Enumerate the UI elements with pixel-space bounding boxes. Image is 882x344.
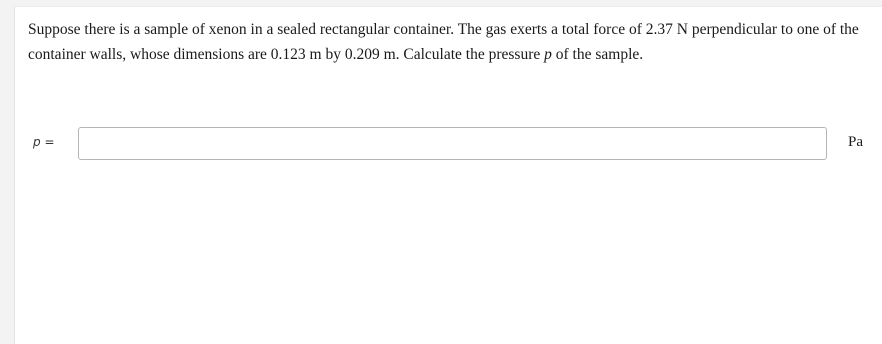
answer-label-equals: = — [40, 135, 55, 149]
question-text-after: of the sample. — [551, 46, 644, 63]
question-text — [28, 17, 868, 67]
question-text-before: Suppose there is a sample of xenon in a sealed rectangular container. The gas exerts a total force of 2.37 N perpendicular to one of the container walls, whose dimensions are 0.123 m by 0.209 m. Calculate the pressure — [28, 21, 859, 63]
question-card — [14, 6, 882, 344]
unit-label: Pa — [848, 134, 863, 150]
pressure-answer-input[interactable] — [78, 127, 827, 160]
pressure-variable: p — [544, 46, 552, 63]
answer-label — [33, 135, 55, 149]
answer-label-variable: p — [33, 135, 41, 149]
answer-row — [15, 124, 882, 164]
